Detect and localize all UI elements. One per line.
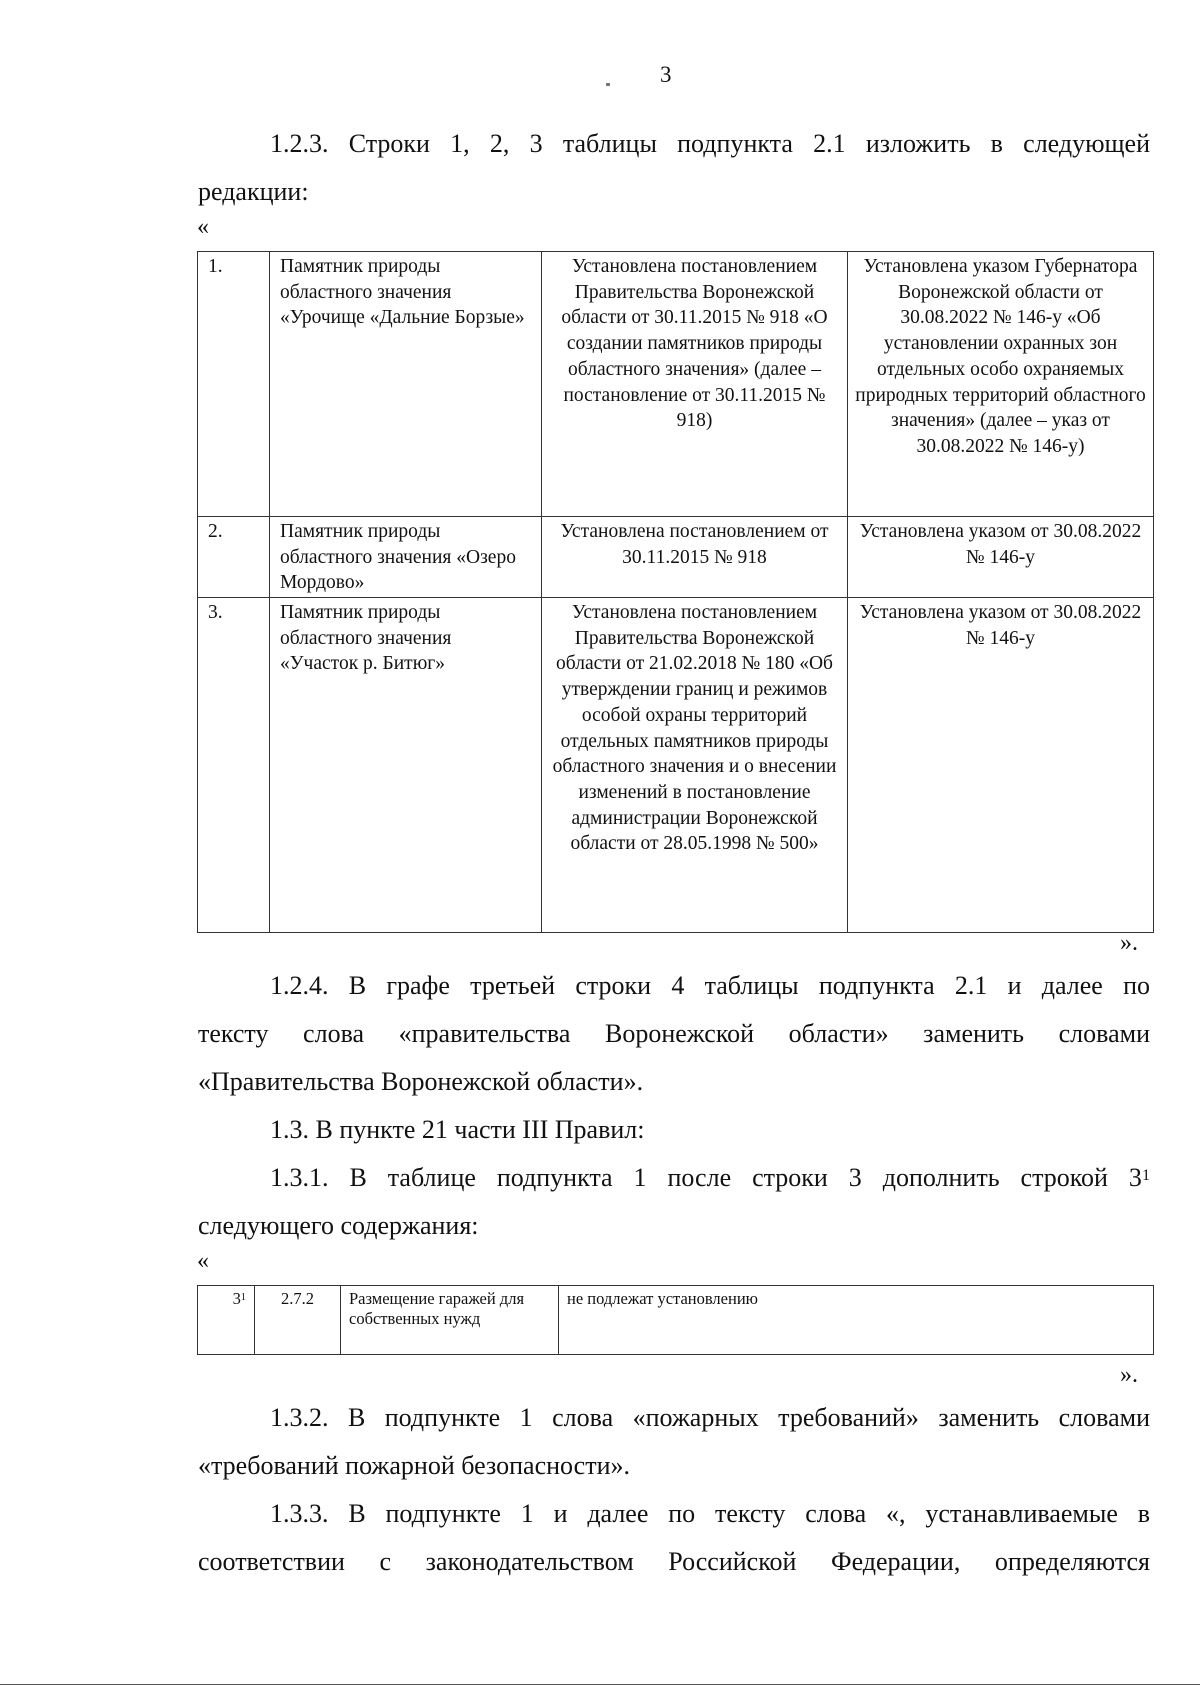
paragraph-1-3-3: [198, 1490, 1150, 1586]
zone-basis-cell: Установлена указом от 30.08.2022 № 146-у: [848, 517, 1154, 598]
boundary-basis-cell: Установлена постановлением Правительства Воронежской области от 30.11.2015 № 918 «О создании памятников природы областного значения» (далее – постановление от 30.11.2015 № 918): [542, 252, 848, 517]
superscript: 1: [1141, 1167, 1150, 1185]
scan-speck: [606, 83, 610, 86]
object-name-cell: Памятник природы областного значения «Участок р. Битюг»: [270, 598, 542, 933]
protected-zones-table: [197, 251, 1154, 933]
superscript: 1: [240, 1292, 246, 1304]
parameter-value-cell: не подлежат установлению: [559, 1286, 1154, 1355]
use-code-cell: 2.7.2: [255, 1286, 341, 1355]
object-name-cell: Памятник природы областного значения «Урочище «Дальние Борзые»: [270, 252, 542, 517]
boundary-basis-cell: Установлена постановлением Правительства Воронежской области от 21.02.2018 № 180 «Об утверждении границ и режимов особой охраны территорий отдельных памятников природы областного значения и о внесении изменений в постановление администрации Воронежской области от 28.05.1998 № 500»: [542, 598, 848, 933]
paragraph-line: следующего содержания:: [198, 1211, 479, 1240]
paragraph-line: «требований пожарной безопасности».: [198, 1451, 630, 1480]
paragraph-line: тексту слова «правительства Воронежской области» заменить словами: [198, 1019, 1150, 1048]
paragraph-line: 1.3.3. В подпункте 1 и далее по тексту слова «, устанавливаемые в: [270, 1499, 1150, 1528]
paragraph-line: «Правительства Воронежской области».: [198, 1067, 644, 1096]
paragraph-line: 1.2.3. Строки 1, 2, 3 таблицы подпункта 2.1 изложить в следующей: [270, 129, 1150, 158]
use-name-cell: Размещение гаражей для собственных нужд: [341, 1286, 559, 1355]
page-number: 3: [660, 62, 672, 87]
open-quote: «: [197, 214, 209, 240]
land-use-table: [197, 1285, 1154, 1355]
paragraph-line: 1.2.4. В графе третьей строки 4 таблицы подпункта 2.1 и далее по: [270, 971, 1150, 1000]
open-quote: «: [197, 1248, 209, 1274]
zone-basis-cell: Установлена указом от 30.08.2022 № 146-у: [848, 598, 1154, 933]
paragraph-1-3: [198, 1106, 1150, 1154]
paragraph-line: 1.3.2. В подпункте 1 слова «пожарных требований» заменить словами: [270, 1403, 1150, 1432]
paragraph-line: редакции:: [198, 177, 309, 206]
zone-basis-cell: Установлена указом Губернатора Воронежской области от 30.08.2022 № 146-у «Об установлении охранных зон отдельных особо охраняемых природных территорий областного значения» (далее – указ от 30.08.2022 № 146-у): [848, 252, 1154, 517]
paragraph-line: [198, 1154, 1150, 1202]
row-number-cell: 1.: [198, 252, 270, 517]
paragraph-line-text: 1.3.1. В таблице подпункта 1 после строки 3 дополнить строкой 3: [270, 1163, 1142, 1192]
object-name-cell: Памятник природы областного значения «Озеро Мордово»: [270, 517, 542, 598]
table-row: [198, 517, 1154, 598]
row-number-cell: 2.: [198, 517, 270, 598]
table-row: [198, 598, 1154, 933]
paragraph-1-2-4: [198, 962, 1150, 1106]
paragraph-1-3-2: [198, 1394, 1150, 1490]
close-quote: ».: [1120, 930, 1138, 956]
row-number-cell: 3.: [198, 598, 270, 933]
table-row: [198, 1286, 1154, 1355]
row-number-cell: [198, 1286, 255, 1355]
table-row: [198, 252, 1154, 517]
paragraph-line: 1.3. В пункте 21 части III Правил:: [270, 1115, 645, 1144]
paragraph-line: соответствии с законодательством Российской Федерации, определяются: [198, 1547, 1150, 1576]
row-number: 3: [232, 1289, 241, 1308]
paragraph-1-3-1: [198, 1154, 1150, 1250]
page-bottom-edge: [0, 1684, 1200, 1685]
close-quote: ».: [1120, 1362, 1138, 1388]
boundary-basis-cell: Установлена постановлением от 30.11.2015 № 918: [542, 517, 848, 598]
paragraph-1-2-3: [198, 120, 1150, 216]
